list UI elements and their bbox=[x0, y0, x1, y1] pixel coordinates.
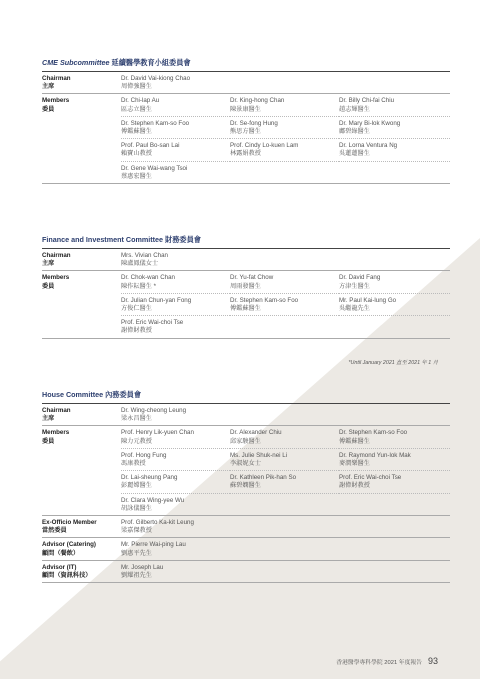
member-entry bbox=[230, 449, 339, 471]
member-entry bbox=[339, 139, 450, 161]
member-name-en: Mrs. Vivian Chan bbox=[121, 252, 168, 259]
member-name-en: Prof. Eric Wai-choi Tse bbox=[339, 474, 402, 482]
member-name-en: Dr. David Fang bbox=[339, 274, 381, 282]
role-label bbox=[42, 97, 69, 113]
role-en: Ex-Officio Member bbox=[42, 519, 97, 527]
member-name-zh: 熊思方醫生 bbox=[230, 128, 261, 136]
member-name-en: Dr. Raymond Yun-lok Mak bbox=[339, 451, 411, 459]
member-name-zh: 賴寶山教授 bbox=[121, 150, 152, 158]
role-label bbox=[42, 541, 96, 557]
member-name-zh: 林露娟教授 bbox=[230, 150, 261, 158]
member-entry bbox=[121, 249, 230, 270]
role-label bbox=[42, 519, 97, 535]
member-name-zh: 方津生醫生 bbox=[339, 282, 370, 290]
committee-row bbox=[42, 72, 450, 94]
member-entry bbox=[230, 139, 339, 161]
member-entry bbox=[339, 117, 450, 139]
member-name-en: Dr. Chi-lap Au bbox=[121, 97, 160, 105]
member-name-en: Dr. Billy Chi-fai Chiu bbox=[339, 97, 395, 105]
member-name-en: Dr. Se-fong Hung bbox=[230, 119, 278, 127]
member-name-zh: 胡詠儀醫生 bbox=[121, 504, 152, 512]
member-name-zh: 傅鑑蘇醫生 bbox=[230, 305, 261, 313]
member-name-zh: 周偉強醫生 bbox=[121, 83, 152, 91]
role-zh: 委員 bbox=[42, 437, 55, 445]
member-entry bbox=[121, 94, 230, 116]
member-entry bbox=[121, 471, 230, 493]
member-name-en: Dr. Mary Bi-lok Kwong bbox=[339, 119, 401, 127]
committee-row bbox=[42, 271, 450, 338]
role-en: Chairman bbox=[42, 407, 71, 414]
role-label bbox=[42, 274, 69, 290]
finance-committee-section bbox=[42, 235, 450, 339]
member-name-zh: 趙志輝醫生 bbox=[339, 105, 370, 113]
member-name-en: Prof. Paul Bo-san Lai bbox=[121, 142, 180, 150]
member-name-zh: 吳繼龍先生 bbox=[339, 305, 370, 313]
member-name-zh: 陳盧鳳儀女士 bbox=[121, 260, 159, 268]
footer-text: 香港醫學專科學院 2021 年度報告 bbox=[336, 660, 422, 666]
member-name-zh: 麥潤樂醫生 bbox=[339, 460, 370, 468]
member-name-en: Prof. Cindy Lo-kuen Lam bbox=[230, 142, 299, 150]
member-name-en: Prof. Gilberto Ka-kit Leung bbox=[121, 519, 194, 527]
role-zh: 委員 bbox=[42, 282, 55, 290]
member-entry bbox=[121, 561, 230, 582]
member-name-zh: 蘇碧嫻醫生 bbox=[230, 482, 261, 490]
member-entry bbox=[121, 404, 230, 425]
member-name-en: Mr. Paul Kai-lung Go bbox=[339, 296, 397, 304]
role-label bbox=[42, 407, 71, 423]
member-name-en: Dr. Stephen Kam-so Foo bbox=[339, 429, 408, 437]
cme-subcommittee-title: CME Subcommittee 延續醫學教育小組委員會 bbox=[42, 58, 450, 72]
member-name-zh: 梁嘉傑教授 bbox=[121, 527, 152, 535]
finance-committee-title: Finance and Investment Committee 財務委員會 bbox=[42, 235, 450, 249]
member-name-zh: 邱家駿醫生 bbox=[230, 437, 261, 445]
member-name-en: Dr. Alexander Chiu bbox=[230, 429, 282, 437]
member-name-en: Dr. Julian Chun-yan Fong bbox=[121, 296, 192, 304]
finance-footnote: *Until January 2021 直至 2021 年 1 月 bbox=[348, 360, 438, 366]
member-entry bbox=[121, 72, 230, 93]
member-name-zh: 劉耀祖先生 bbox=[121, 572, 152, 580]
member-entry bbox=[121, 538, 230, 559]
page-number: 93 bbox=[427, 656, 438, 666]
member-name-zh: 陳作耘醫生 * bbox=[121, 282, 157, 290]
role-zh: 主席 bbox=[42, 260, 55, 268]
role-zh: 顧問（資訊科技） bbox=[42, 572, 92, 580]
cme-subcommittee-section bbox=[42, 58, 450, 184]
member-name-en: Ms. Julie Shuk-nei Li bbox=[230, 451, 288, 459]
member-name-zh: 吳蓮蓮醫生 bbox=[339, 150, 370, 158]
committee-row bbox=[42, 94, 450, 184]
member-name-zh: 蔡惠宏醫生 bbox=[121, 172, 152, 180]
member-name-zh: 彭麗嫦醫生 bbox=[121, 482, 152, 490]
role-en: Advisor (IT) bbox=[42, 563, 77, 571]
member-name-en: Dr. David Vai-kiong Chao bbox=[121, 75, 191, 82]
role-en: Chairman bbox=[42, 252, 71, 259]
member-name-en: Dr. Wing-cheong Leung bbox=[121, 407, 187, 414]
member-entry bbox=[121, 162, 230, 183]
member-entry bbox=[339, 271, 450, 293]
member-entry bbox=[230, 271, 339, 293]
member-entry bbox=[230, 117, 339, 139]
role-zh: 委員 bbox=[42, 105, 55, 113]
member-name-en: Dr. Chok-wan Chan bbox=[121, 274, 175, 282]
member-name-zh: 陳力元教授 bbox=[121, 437, 152, 445]
member-entry bbox=[339, 449, 450, 471]
member-entry bbox=[121, 426, 230, 448]
member-name-en: Mr. Pierre Wai-ping Lau bbox=[121, 541, 186, 549]
member-name-en: Dr. Gene Wai-wang Tsoi bbox=[121, 164, 188, 172]
member-name-en: Dr. Kathleen Pik-han So bbox=[230, 474, 297, 482]
member-name-en: Prof. Hong Fung bbox=[121, 451, 167, 459]
role-zh: 主席 bbox=[42, 415, 55, 423]
member-entry bbox=[339, 94, 450, 116]
page-footer bbox=[336, 656, 438, 666]
member-entry bbox=[230, 426, 339, 448]
member-name-zh: 鄺碧綠醫生 bbox=[339, 128, 370, 136]
member-name-en: Dr. Clara Wing-yee Wu bbox=[121, 496, 185, 504]
member-name-zh: 方俊仁醫生 bbox=[121, 305, 152, 313]
member-name-zh: 劉惠平先生 bbox=[121, 549, 152, 557]
member-name-zh: 傅鑑蘇醫生 bbox=[121, 128, 152, 136]
committee-row bbox=[42, 404, 450, 426]
member-entry bbox=[339, 471, 450, 493]
house-committee-title: House Committee 內務委員會 bbox=[42, 390, 450, 404]
committee-row bbox=[42, 426, 450, 516]
member-name-en: Prof. Henry Lik-yuen Chan bbox=[121, 429, 194, 437]
committee-row bbox=[42, 249, 450, 271]
member-name-en: Dr. King-hong Chan bbox=[230, 97, 285, 105]
member-entry bbox=[121, 294, 230, 316]
role-en: Members bbox=[42, 429, 70, 437]
committee-row bbox=[42, 516, 450, 538]
role-zh: 當然委員 bbox=[42, 527, 67, 535]
member-name-zh: 梁永昌醫生 bbox=[121, 415, 152, 423]
member-name-en: Dr. Yu-fat Chow bbox=[230, 274, 274, 282]
role-zh: 主席 bbox=[42, 83, 55, 91]
member-entry bbox=[121, 494, 230, 515]
member-entry bbox=[121, 516, 230, 537]
house-committee-section bbox=[42, 390, 450, 583]
committee-row bbox=[42, 538, 450, 560]
role-en: Advisor (Catering) bbox=[42, 541, 96, 549]
member-name-zh: 傅鑑蘇醫生 bbox=[339, 437, 370, 445]
member-name-zh: 李淑妮女士 bbox=[230, 460, 261, 468]
member-name-zh: 謝偉財教授 bbox=[121, 327, 152, 335]
role-en: Chairman bbox=[42, 75, 71, 82]
member-name-zh: 陳景康醫生 bbox=[230, 105, 261, 113]
member-entry bbox=[121, 139, 230, 161]
role-zh: 顧問（餐飲） bbox=[42, 549, 80, 557]
member-entry bbox=[230, 294, 339, 316]
member-entry bbox=[339, 426, 450, 448]
role-label bbox=[42, 564, 92, 580]
member-entry bbox=[230, 471, 339, 493]
member-name-zh: 區志立醫生 bbox=[121, 105, 152, 113]
role-label bbox=[42, 75, 71, 91]
committee-row bbox=[42, 561, 450, 583]
member-entry bbox=[121, 117, 230, 139]
member-entry bbox=[339, 294, 450, 316]
member-entry bbox=[121, 316, 230, 337]
member-entry bbox=[230, 94, 339, 116]
member-name-zh: 周雨發醫生 bbox=[230, 282, 261, 290]
member-name-en: Dr. Stephen Kam-so Foo bbox=[230, 296, 299, 304]
role-label bbox=[42, 429, 69, 445]
member-name-zh: 謝偉財教授 bbox=[339, 482, 370, 490]
member-name-en: Prof. Eric Wai-choi Tse bbox=[121, 319, 184, 327]
role-label bbox=[42, 252, 71, 268]
member-name-en: Dr. Stephen Kam-so Foo bbox=[121, 119, 190, 127]
role-en: Members bbox=[42, 274, 70, 282]
member-entry bbox=[121, 271, 230, 293]
member-name-en: Dr. Lorna Ventura Ng bbox=[339, 142, 398, 150]
member-name-en: Mr. Joseph Lau bbox=[121, 563, 164, 571]
member-entry bbox=[121, 449, 230, 471]
role-en: Members bbox=[42, 97, 70, 105]
member-name-en: Dr. Lai-sheung Pang bbox=[121, 474, 178, 482]
member-name-zh: 馮康教授 bbox=[121, 460, 146, 468]
